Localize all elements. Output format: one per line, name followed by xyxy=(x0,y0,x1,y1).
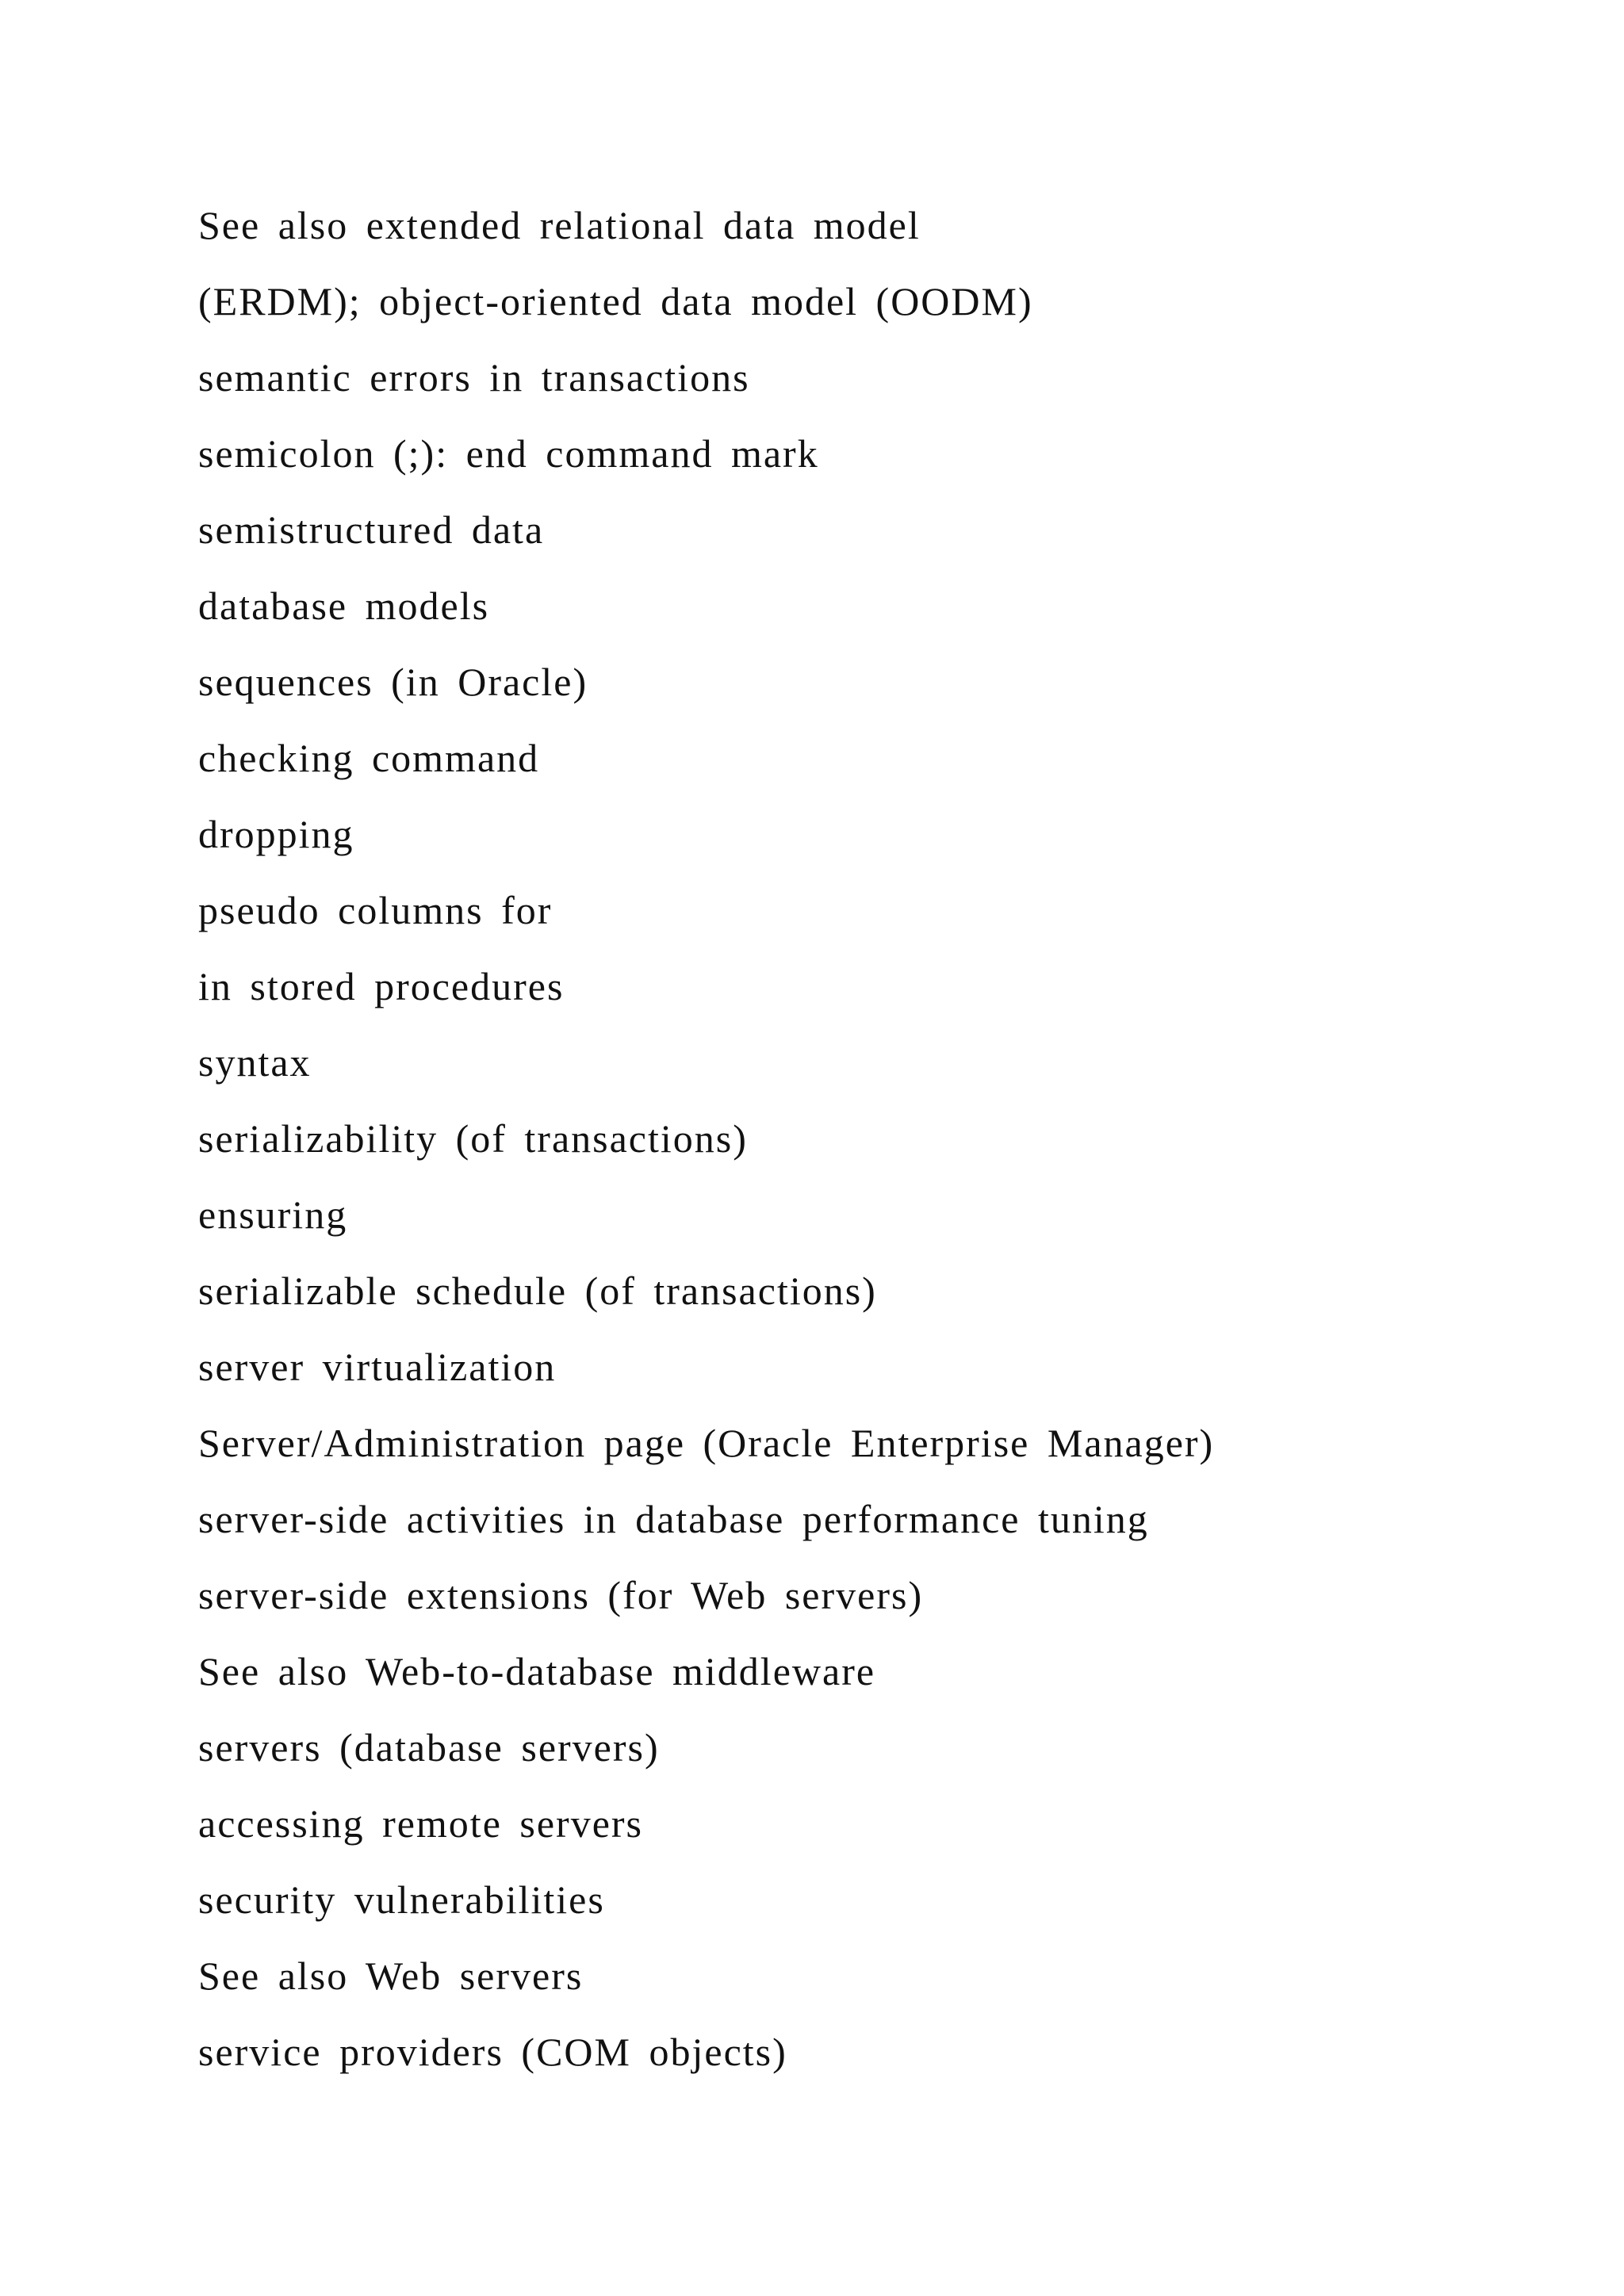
index-entry: server virtualization xyxy=(198,1345,557,1389)
index-entry: dropping xyxy=(198,812,354,856)
index-entry: (ERDM); object-oriented data model (OODM) xyxy=(198,279,1033,323)
index-entry-list xyxy=(198,187,1214,2090)
index-entry: servers (database servers) xyxy=(198,1725,660,1770)
index-entry: server-side extensions (for Web servers) xyxy=(198,1573,924,1617)
index-entry: sequences (in Oracle) xyxy=(198,660,588,704)
index-entry: syntax xyxy=(198,1040,312,1085)
index-entry: serializable schedule (of transactions) xyxy=(198,1269,877,1313)
index-entry: Server/Administration page (Oracle Enterprise Manager) xyxy=(198,1421,1215,1465)
index-entry: accessing remote servers xyxy=(198,1801,643,1846)
index-entry: semantic errors in transactions xyxy=(198,355,750,400)
index-entry: in stored procedures xyxy=(198,964,565,1008)
index-entry: service providers (COM objects) xyxy=(198,2030,787,2074)
index-entry: server-side activities in database performance tuning xyxy=(198,1497,1149,1541)
index-entry: See also Web-to-database middleware xyxy=(198,1649,876,1693)
index-entry: See also extended relational data model xyxy=(198,203,921,247)
index-entry: serializability (of transactions) xyxy=(198,1116,748,1161)
index-entry: semistructured data xyxy=(198,507,545,552)
index-entry: pseudo columns for xyxy=(198,888,553,932)
index-entry: database models xyxy=(198,584,490,628)
index-entry: semicolon (;): end command mark xyxy=(198,431,819,476)
index-entry: security vulnerabilities xyxy=(198,1877,605,1922)
index-entry: ensuring xyxy=(198,1192,348,1237)
index-entry: See also Web servers xyxy=(198,1954,584,1998)
index-entry: checking command xyxy=(198,736,540,780)
